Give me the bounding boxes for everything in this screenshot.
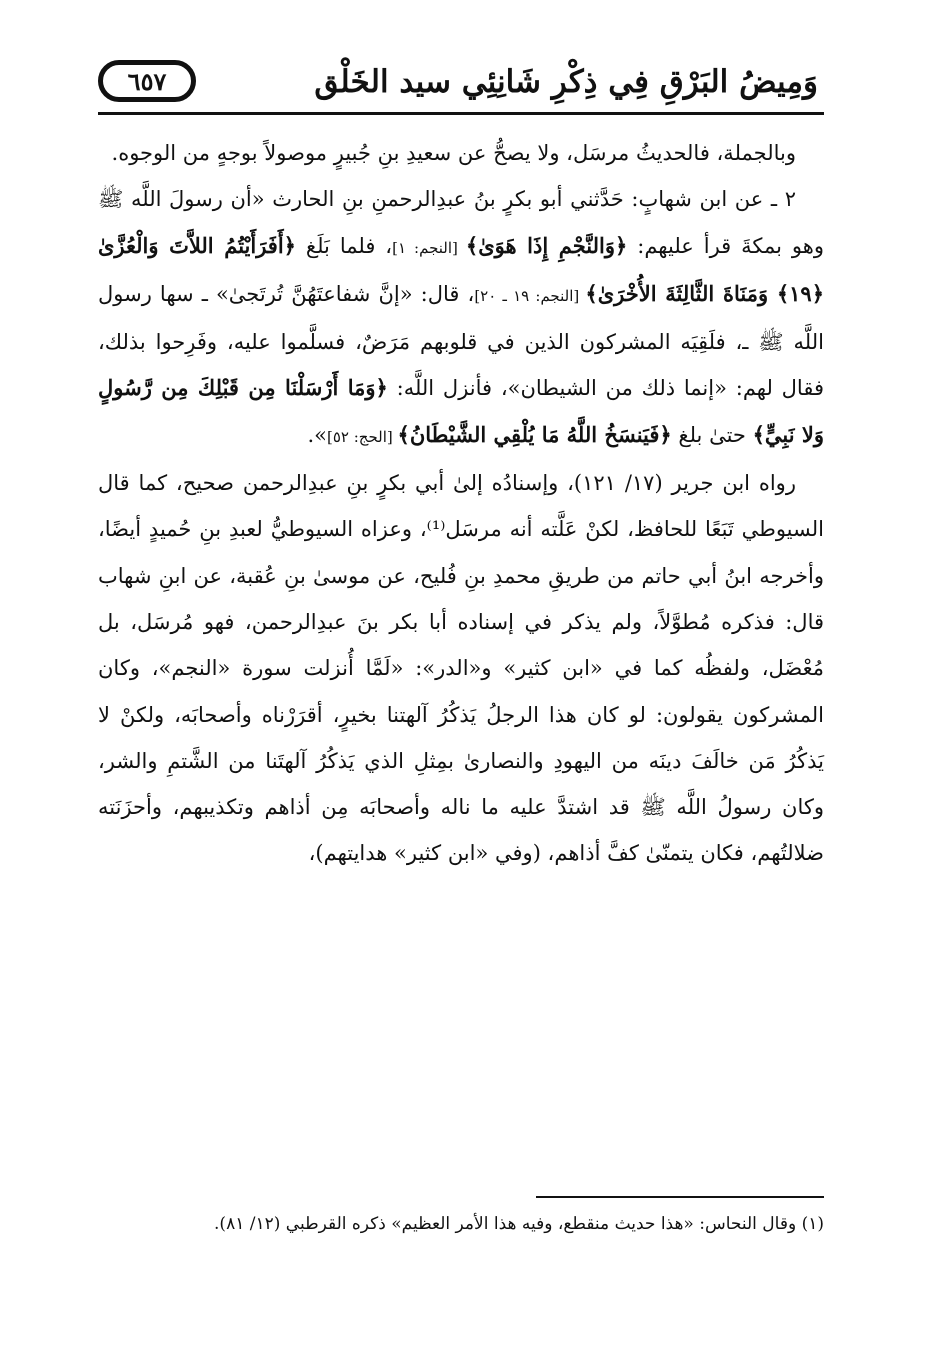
verse-reference: [النجم: ١] [392, 238, 466, 257]
header-rule [98, 112, 824, 115]
paragraph-conclusion: وبالجملة، فالحديثُ مرسَل، ولا يصحُّ عن سعيدِ بنِ جُبيرٍ موصولاً بوجهٍ من الوجوه. [111, 141, 796, 165]
verse-reference: [النجم: ١٩ ـ ٢٠] [474, 286, 586, 305]
page-number: ٦٥٧ [98, 60, 196, 102]
quran-verse: ﴿وَالنَّجْمِ إِذَا هَوَىٰ﴾ [465, 232, 628, 258]
verse-reference: [الحج: ٥٢] [326, 427, 398, 446]
paragraph-hadith-2 [98, 176, 824, 460]
hadith-text: ». [307, 422, 327, 447]
running-title: وَمِيضُ البَرْقِ فِي ذِكْرِ شَانِئِي سيد الخَلْق [314, 64, 818, 100]
quran-verse: ﴿أَفَرَأَيْتُمُ اللاَّتَ وَالْعُزَّىٰ ﴿١٩﴾ وَمَنَاةَ الثَّالِثَةَ الأُخْرَىٰ﴾ [98, 232, 825, 306]
footnote: (١) وقال النحاس: «هذا حديث منقطع، وفيه هذا الأمر العظيم» ذكره القرطبي (١٢/ ٨١). [214, 1214, 824, 1234]
main-text [98, 130, 824, 877]
hadith-text: ٢ ـ عن ابن شهابٍ: حَدَّثني أبو بكرٍ بنُ عبدِالرحمنِ بنِ الحارث «أن رسولَ اللَّه ﷺ وهو بمكةَ قرأ عليهم: [98, 187, 824, 258]
paragraph-commentary: رواه ابن جرير (١٧/ ١٢١)، وإسنادُه إلىٰ أبي بكرٍ بنِ عبدِالرحمن صحيح، كما قال السيوطي تَبَعًا للحافظ، لكنْ عَلَّته أنه مرسَل⁽¹⁾، وعزاه السيوطيُّ لعبدِ بنِ حُميدٍ أيضًا، وأخرجه ابنُ أبي حاتم من طريقِ محمدِ بنِ فُليح، عن موسىٰ بنِ عُقبة، عن ابنِ شهاب قال: فذكره مُطوَّلاً، ولم يذكر في إسناده أبا بكر بنَ عبدِالرحمن، فهو مُرسَل، بل مُعْضَل، ولفظُه كما في «ابن كثير» و«الدر»: «لَمَّا أُنزلت سورة «النجم»، وكان المشركون يقولون: لو كان هذا الرجلُ يَذكُرُ آلهتنا بخيرٍ، أقرَرْناه وأصحابَه، ولكنْ لا يَذكُرُ مَن خالَفَ دينَه من اليهودِ والنصارىٰ بمِثلِ الذي يَذكُرُ آلهتَنا من الشَّتمِ والشر، وكان رسولُ اللَّه ﷺ قد اشتدَّ عليه ما ناله وأصحابَه مِن أذاهم وتكذيبهم، وأحزَنَته ضلالتُهم، فكان يتمنّىٰ كفَّ أذاهم، (وفي «ابن كثير» هدايتهم)، [98, 471, 824, 866]
hadith-text: ، فلما بَلَغ [295, 233, 393, 258]
hadith-text: حتىٰ بلغ [671, 422, 753, 447]
quran-verse: ﴿وَمَا أَرْسَلْنَا مِن قَبْلِكَ مِن رَّسُولٍ وَلا نَبِيٍّ﴾ [98, 375, 824, 447]
page-header [98, 54, 824, 116]
hadith-text: ، قال: «إنَّ شفاعتَهُنَّ تُرتَجىٰ» ـ سها رسول اللَّه ﷺ ـ، فلَقِيَه المشركون الذين في قلوبهم مَرَضٌ، فسلَّموا عليه، وفَرِحوا بذلك، فقال لهم: «إنما ذلك من الشيطان»، فأنزل اللَّه: [98, 281, 824, 401]
footnote-rule [536, 1196, 824, 1198]
quran-verse: ﴿فَيَنسَخُ اللَّهُ مَا يُلْقِي الشَّيْطَانُ﴾ [397, 421, 672, 447]
